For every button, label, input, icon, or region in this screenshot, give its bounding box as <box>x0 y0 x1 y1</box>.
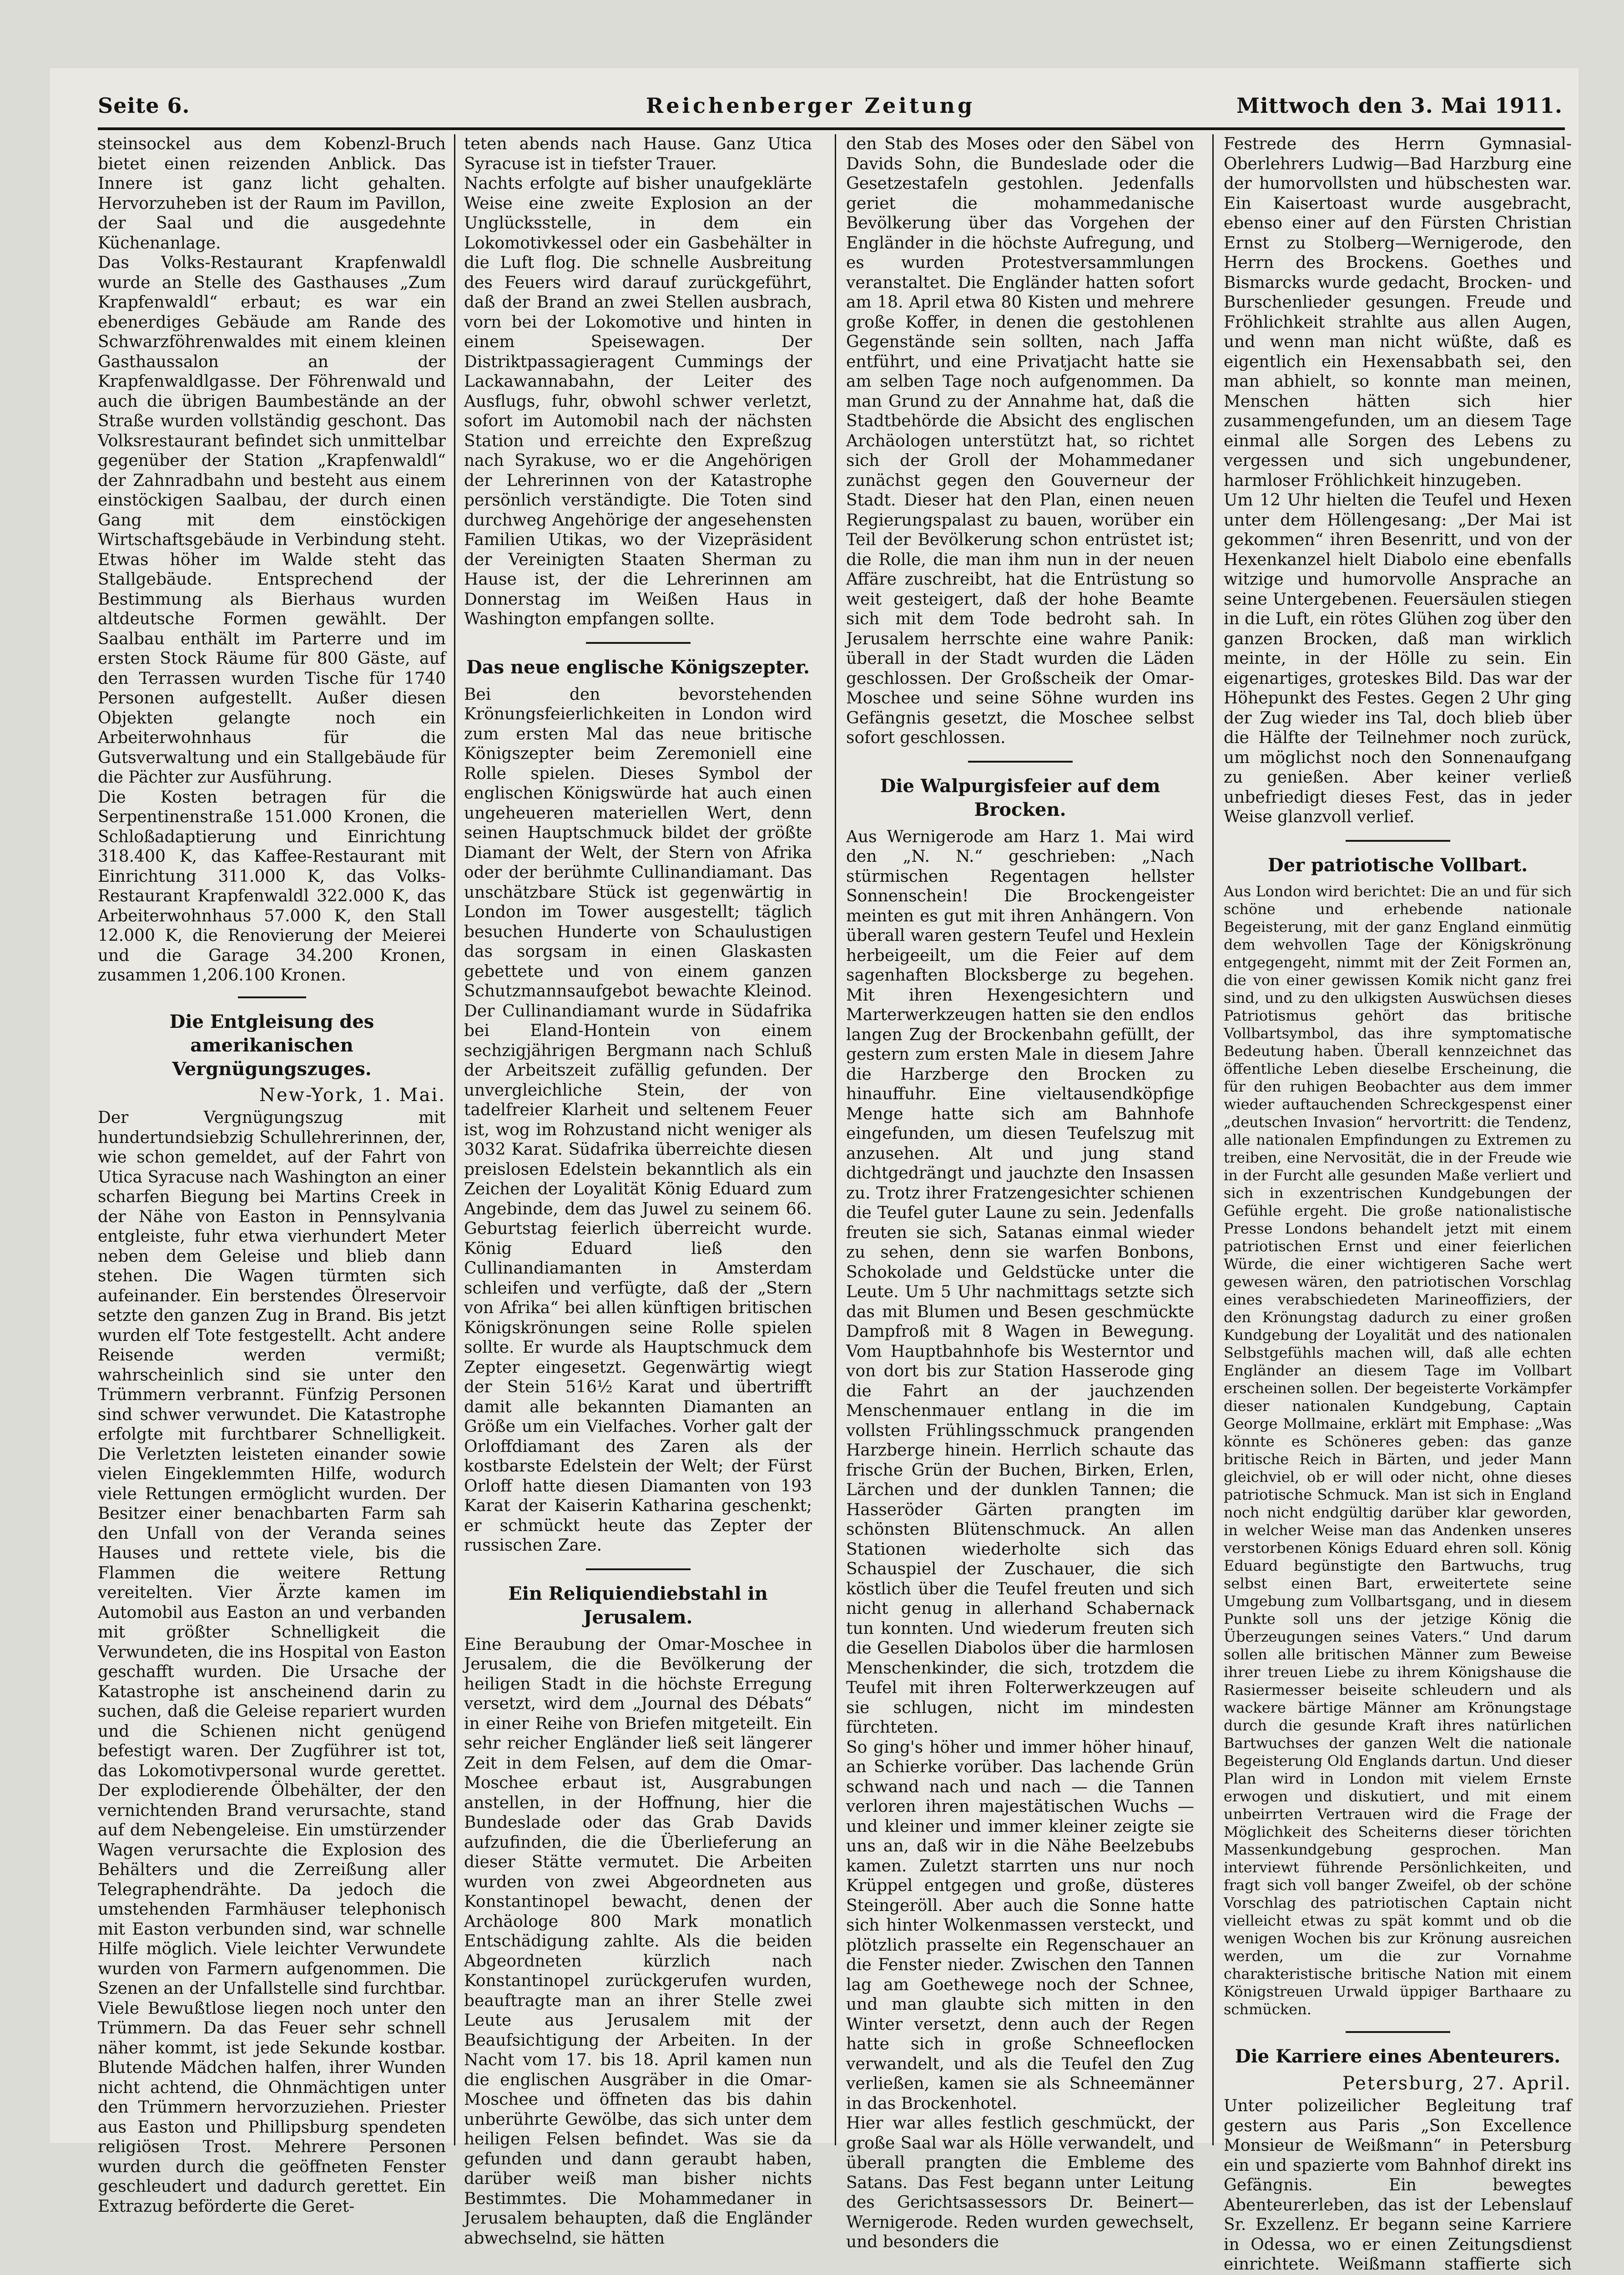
article-paragraph: Das Volks-Restaurant Krapfenwaldl wurde an Stelle des Gasthauses „Zum Krapfenwaldl“ erbaut; es war ein ebenerdiges Gebäude am Rande des Schwarzföhrenwaldes mit einem kleinen Gasthaussalon an der Krapfenwaldlgasse. Der Föhrenwald und auch die übrigen Baumbestände an der Straße wurden vollständig geschont. Das Volksrestaurant befindet sich unmittelbar gegenüber der Station „Krapfenwaldl“ der Zahnradbahn und besteht aus einem einstöckigen Saalbau, der durch einen Gang mit dem einstöckigen Wirtschaftsgebäude in Verbindung steht. Etwas höher im Walde steht das Stallgebäude. Entsprechend der Bestimmung als Bierhaus wurden altdeutsche Formen gewählt. Der Saalbau enthält im Parterre und im ersten Stock Räume für 800 Gäste, auf den Terrassen wurden Tische für 1740 Personen aufgestellt. Außer diesen Objekten gelangte noch ein Arbeiterwohnhaus für die Gutsverwaltung und ein Stallgebäude für die Pächter zur Ausführung. <box>98 253 446 787</box>
article-paragraph: Hier war alles festlich geschmückt, der große Saal war als Hölle verwandelt, und überall prangten die Embleme des Satans. Das Fest begann unter Leitung des Gerichtsassessors Dr. Beinert—Wernigerode. Reden wurden gewechselt, und besonders die <box>846 2114 1194 2251</box>
separator <box>586 642 691 644</box>
column-1 <box>98 134 446 2216</box>
article-paragraph: So ging's höher und immer höher hinauf, an Schierke vorüber. Das lachende Grün schwand nach und nach — die Tannen verloren ihren majestätischen Wuchs — und kleiner und immer kleiner zeigte sie uns an, daß wir in die Nähe Beelzebubs kamen. Zuletzt starrten uns nur noch Krüppel entgegen und große, düsteres Steingeröll. Aber auch die Sonne hatte sich hinter Wolkenmassen versteckt, und plötzlich prasselte ein Regenschauer an die Fenster nieder. Zwischen den Tannen lag am Goethewege noch der Schnee, und man glaubte sich mitten in den Winter versetzt, denn auch der Regen hatte sich in große Schneeflocken verwandelt, und als die Teufel den Zug verließen, kamen sie als Schneemänner in das Brockenhotel. <box>846 1738 1194 2113</box>
article-paragraph: Festrede des Herrn Gymnasial-Oberlehrers Ludwig—Bad Harzburg eine der humorvollsten und hübschesten war. Ein Kaisertoast wurde ausgebracht, ebenso einer auf den Fürsten Christian Ernst zu Stolberg—Wernigerode, den Herrn des Brockens. Goethes und Bismarcks wurde gedacht, Brocken- und Burschenlieder gesungen. Freude und Fröhlichkeit strahlte aus allen Augen, und wenn man nicht wüßte, daß es eigentlich ein Hexensabbath sei, den man abhielt, so konnte man meinen, Menschen hätten sich hier zusammengefunden, um an diesem Tage einmal alle Sorgen des Lebens zu vergessen und sich ungebundener, harmloser Fröhlichkeit hinzugeben. <box>1224 135 1572 490</box>
page-number: Seite 6. <box>98 93 190 118</box>
separator <box>1346 840 1450 842</box>
column-4 <box>1224 134 1572 2274</box>
dateline: Petersburg, 27. April. <box>1342 2073 1572 2094</box>
headline-relic-theft: Ein Reliquiendiebstahl in Jerusalem. <box>508 1582 768 1628</box>
article-paragraph: Eine Beraubung der Omar-Moschee in Jerusalem, die die Bevölkerung der heiligen Stadt in die höchste Erregung versetzt, wird dem „Journal des Débats“ in einer Reihe von Briefen mitgeteilt. Ein sehr reicher Engländer ließ seit längerer Zeit in dem Felsen, auf dem die Omar-Moschee erbaut ist, Ausgrabungen anstellen, in der Hoffnung, hier die Bundeslade oder das Grab Davids aufzufinden, die die Überlieferung an dieser Stätte vermutet. Die Arbeiten wurden von zwei Abgeordneten aus Konstantinopel bewacht, denen der Archäologe 800 Mark monatlich Entschädigung zahlte. Als die beiden Abgeordneten kürzlich nach Konstantinopel zurückgerufen wurden, beauftragte man an ihrer Stelle zwei Leute aus Jerusalem mit der Beaufsichtigung der Arbeiten. In der Nacht vom 17. bis 18. April kamen nun die englischen Ausgräber in die Omar-Moschee und öffneten das bis dahin unberührte Gewölbe, das sich unter dem heiligen Felsen befindet. Was sie da gefunden und dann geraubt haben, darüber weiß man bisher nichts Bestimmtes. Die Mohammedaner in Jerusalem behaupten, daß die Engländer abwechselnd, sie hätten <box>464 1635 812 2248</box>
separator <box>1346 2031 1450 2033</box>
separator <box>238 996 306 998</box>
article-paragraph: Unter polizeilicher Begleitung traf gestern aus Paris „Son Excellence Monsieur de Weißmann“ in Petersburg ein und spazierte vom Bahnhof direkt ins Gefängnis. Ein bewegtes Abenteurerleben, das ist der Lebenslauf Sr. Exzellenz. Er begann seine Karriere in Odessa, wo er einen Zeitungsdienst einrichtete. Weißmann staffierte sich <box>1224 2097 1572 2274</box>
column-divider <box>454 134 455 2145</box>
article-paragraph: den Stab des Moses oder den Säbel von Davids Sohn, die Bundeslade oder die Gesetzestafeln gestohlen. Jedenfalls geriet die mohammedanische Bevölkerung über das Vorgehen der Engländer in die höchste Aufregung, und es wurden Protestversammlungen veranstaltet. Die Engländer hatten sofort am 18. April etwa 80 Kisten und mehrere große Koffer, in denen die gestohlenen Gegenstände sein sollten, nach Jaffa entführt, und eine Privatjacht hatte sie am selben Tage noch aufgenommen. Da man Grund zu der Annahme hat, daß die Stadtbehörde die Absicht des englischen Archäologen unterstützt hat, so richtet sich der Groll der Mohammedaner zunächst gegen den Gouverneur der Stadt. Dieser hat den Plan, einen neuen Regierungspalast zu bauen, worüber ein Teil der Bevölkerung schon entrüstet ist; die Rolle, die man ihm nun in der neuen Affäre zuschreibt, hat die Entrüstung so weit gesteigert, daß der hohe Beamte sich mit dem Tode bedroht sah. In Jerusalem herrschte eine wahre Panik: überall in der Stadt wurden die Läden geschlossen. Der Großscheik der Omar-Moschee und seine Söhne wurden ins Gefängnis gesetzt, die Moschee selbst sofort geschlossen. <box>846 135 1194 747</box>
column-3 <box>846 134 1194 2251</box>
article-paragraph: Aus London wird berichtet: Die an und für sich schöne und erhebende nationale Begeisterung, mit der ganz England einmütig dem wehvollen Tage der Königskrönung entgegengeht, nimmt mit der Zeit Formen an, die von einer gewissen Komik nicht ganz frei sind, und zu den ulkigsten Auswüchsen dieses Patriotismus gehört das britische Vollbartsymbol, das ihre symptomatische Bedeutung haben. Überall kennzeichnet das öffentliche Leben dieselbe Erscheinung, die für den ruhigen Beobachter aus dem immer wieder auftauchenden Schreckgespenst einer „deutschen Invasion“ hervortritt: die Tendenz, alle nationalen Empfindungen zu Extremen zu treiben, eine Nervosität, die in der Freude wie in der Furcht alle gesunden Maße verliert und sich in exzentrischen Kundgebungen der Gefühle ergeht. Die große nationalistische Presse Londons behandelt jetzt mit einem patriotischen Ernst und einer feierlichen Würde, die einer wichtigeren Sache wert gewesen wären, den patriotischen Vorschlag eines verabschiedeten Marineoffiziers, der den Krönungstag dadurch zu einer großen Kundgebung der Loyalität und des nationalen Selbstgefühls machen will, daß alle echten Engländer an diesem Tage im Vollbart erscheinen sollen. Der begeisterte Vorkämpfer dieser nationalen Kundgebung, Captain George Mollmaine, erklärt mit Emphase: „Was könnte es Schöneres geben: das ganze britische Reich in Bärten, und jeder Mann gleichviel, ob er will oder nicht, ohne dieses patriotische Schmuck. Man ist sich in England noch nicht endgültig darüber klar geworden, in welcher Weise man das Andenken unseres verstorbenen Königs Eduard ehren soll. König Eduard begünstigte den Bartwuchs, trug selbst einen Bart, erweitertete seine Umgebung zum Vollbartsgang, und in diesem Punkte soll uns der jetzige König die Überzeugungen seines Vaters.“ Und darum sollen alle britischen Männer zum Beweise ihrer treuen Liebe zu ihrem Königshause die Rasiermesser beiseite schleudern und als wackere bärtige Männer am Krönungstage durch die gesunde Kraft ihres natürlichen Bartwuchses der ganzen Welt die nationale Begeisterung Old Englands dartun. Und dieser Plan wird in London mit vielem Ernste erwogen und diskutiert, und mit einem unbeirrten Vertrauen wird die Frage der Möglichkeit des Scheiterns dieser törichten Massenkundgebung gesprochen. Man interviewt führende Persönlichkeiten, und fragt sich voll banger Zweifel, ob der schöne Vorschlag des patriotischen Captain nicht vielleicht etwas zu spät kommt und ob die wenigen Wochen bis zur Krönung ausreichen werden, um die zur Vornahme charakteristische britische Nation mit einem Königstreuen Urwald üppiger Barthaare zu schmücken. <box>1224 882 1572 2018</box>
separator <box>586 1568 691 1570</box>
column-divider <box>1212 134 1214 2145</box>
column-2 <box>464 134 812 2248</box>
article-paragraph: steinsockel aus dem Kobenzl-Bruch bietet einen reizenden Anblick. Das Innere ist ganz licht gehalten. Hervorzuheben ist der Raum im Pavillon, der Saal und die ausgedehnte Küchenanlage. <box>98 135 446 253</box>
article-paragraph: Bei den bevorstehenden Krönungsfeierlichkeiten in London wird zum ersten Mal das neue britische Königszepter beim Zeremoniell eine Rolle spielen. Dieses Symbol der englischen Königswürde hat auch einen ungeheueren materiellen Wert, denn seinen Hauptschmuck bildet der größte Diamant der Welt, der Stern von Afrika oder der berühmte Cullinandiamant. Das unschätzbare Stück ist gegenwärtig in London im Tower ausgestellt; täglich besuchen Hunderte von Schaulustigen das sorgsam in einen Glaskasten gebettete und von einem ganzen Schutzmannsaufgebot bewachte Kleinod. Der Cullinandiamant wurde in Südafrika bei Eland-Hontein von einem sechzigjährigen Bergmann nach Schluß der Arbeitszeit zufällig gefunden. Der unvergleichliche Stein, der von tadelfreier Klarheit und seltenem Feuer ist, wog im Rohzustand nicht weniger als 3032 Karat. Südafrika überreichte diesen preislosen Edelstein bekanntlich als ein Zeichen der Loyalität König Eduard zum Angebinde, dem das Juwel zu seinem 66. Geburtstag feierlich überreicht wurde. König Eduard ließ den Cullinandiamanten in Amsterdam schleifen und verfügte, daß der „Stern von Afrika“ bei allen künftigen britischen Königskrönungen seine Rolle spielen sollte. Er wurde als Hauptschmuck dem Zepter eingesetzt. Gegenwärtig wiegt der Stein 516½ Karat und übertrifft damit alle bekannten Diamanten an Größe um ein Vielfaches. Vorher galt der Orloffdiamant des Zaren als der kostbarste Edelstein der Welt; der Fürst Orloff hatte diesen Diamanten von 193 Karat der Kaiserin Katharina geschenkt; er schmückt heute das Zepter der russischen Zare. <box>464 685 812 1555</box>
headline-scepter: Das neue englische Königszepter. <box>466 656 810 678</box>
issue-date: Mittwoch den 3. Mai 1911. <box>1236 93 1563 118</box>
article-paragraph: Die Kosten betragen für die Serpentinenstraße 151.000 Kronen, die Schloßadaptierung und Einrichtung 318.400 K, das Kaffee-Restaurant mit Einrichtung 311.000 K, das Volks-Restaurant Krapfenwaldl 322.000 K, das Arbeiterwohnhaus 57.000 K, den Stall 12.000 K, die Renovierung der Meierei und die Garage 34.200 Kronen, zusammen 1,206.100 Kronen. <box>98 788 446 985</box>
headline-train-derailment: Die Entgleisung des <box>169 1011 374 1032</box>
header-rule <box>98 127 1565 130</box>
masthead-title: Reichenberger Zeitung <box>646 93 975 118</box>
article-paragraph: teten abends nach Hause. Ganz Utica Syracuse ist in tiefster Trauer. <box>464 135 812 173</box>
article-paragraph: Aus Wernigerode am Harz 1. Mai wird den „N. N.“ geschrieben: „Nach stürmischen Regentagen hellster Sonnenschein! Die Brockengeister meinten es gut mit ihren Anhängern. Von überall waren gestern Teufel und Hexlein herbeigeeilt, um die Feier auf dem sagenhaften Blocksberge zu begehen. Mit ihren Hexengesichtern und Marterwerkzeugen hatten sie den endlos langen Zug der Brockenbahn gefüllt, der gestern zum ersten Male in diesem Jahre die Harzberge den Brocken zu hinauffuhr. Eine vieltausendköpfige Menge hatte sich am Bahnhofe eingefunden, um diesen Teufelszug mit anzusehen. Alt und jung stand dichtgedrängt und jauchzte den Insassen zu. Trotz ihrer Fratzengesichter schienen die Teufel guter Laune zu sein. Jedenfalls freuten sie sich, Satanas einmal wieder zu sehen, denn sie warfen Bonbons, Schokolade und Geldstücke unter die Leute. Um 5 Uhr nachmittags setzte sich das mit Blumen und Besen geschmückte Dampfroß mit 8 Wagen in Bewegung. Vom Hauptbahnhofe bis Westerntor und von dort bis zur Station Hasserode ging die Fahrt an der jauchzenden Menschenmauer entlang in die im vollsten Frühlingsschmuck prangenden Harzberge hinein. Herrlich schaute das frische Grün der Buchen, Birken, Erlen, Lärchen und der dunklen Tannen; die Hasseröder Gärten prangten im schönsten Blütenschmuck. An allen Stationen wiederholte sich das Schauspiel der Zuschauer, die sich köstlich über die Teufel freuten und sich nicht genug in allerhand Schabernack tun konnten. Und wiederum freuten sich die Gesellen Diabolos über die harmlosen Menschenkinder, die sich, trotzdem die Teufel mit ihren Folterwerkzeugen auf sie schlugen, nicht im mindesten fürchteten. <box>846 827 1194 1737</box>
headline-beard: Der patriotische Vollbart. <box>1267 854 1528 876</box>
article-paragraph: Um 12 Uhr hielten die Teufel und Hexen unter dem Höllengesang: „Der Mai ist gekommen“ ihren Besenritt, und von der Hexenkanzel hielt Diabolo eine ebenfalls witzige und humorvolle Ansprache an seine Untergebenen. Feuersäulen stiegen in die Luft, ein rötes Glühen zog über den ganzen Brocken, daß man wirklich meinte, in der Hölle zu sein. Ein eigenartiges, groteskes Bild. Das war der Höhepunkt des Festes. Gegen 2 Uhr ging der Zug wieder ins Tal, doch blieb über die Hälfte der Teilnehmer noch zurück, um möglichst noch den Sonnenaufgang zu genießen. Aber keiner verließ unbefriedigt dieses Fest, das in jeder Weise glanzvoll verlief. <box>1224 491 1572 826</box>
headline-adventurer: Die Karriere eines Abenteurers. <box>1235 2045 1561 2067</box>
headline-walpurgis: Die Walpurgisfeier auf dem Brocken. <box>880 775 1160 820</box>
column-divider <box>835 134 836 2145</box>
headline-train-derailment-sub: amerikanischen Vergnügungszuges. <box>172 1034 372 1080</box>
article-paragraph: Nachts erfolgte auf bisher unaufgeklärte Weise eine zweite Explosion an der Unglücksstelle, in dem ein Lokomotivkessel oder ein Gasbehälter in die Luft flog. Die schnelle Ausbreitung des Feuers wird darauf zurückgeführt, daß der Brand an zwei Stellen ausbrach, vorn bei der Lokomotive und hinten in einem Speisewagen. Der Distriktpassagieragent Cummings der Lackawannabahn, der Leiter des Ausflugs, fuhr, obwohl schwer verletzt, sofort im Automobil nach der nächsten Station und erreichte den Expreßzug nach Syrakuse, wo er die Angehörigen der Lehrerinnen von der Katastrophe persönlich verständigte. Die Toten sind durchweg Angehörige der angesehensten Familien Utikas, wo der Vizepräsident der Vereinigten Staaten Sherman zu Hause ist, der die Lehrerinnen am Donnerstag im Weißen Haus in Washington empfangen sollte. <box>464 174 812 628</box>
dateline: New-York, 1. Mai. <box>259 1084 446 1106</box>
separator <box>968 761 1073 763</box>
article-paragraph: Der Vergnügungszug mit hundertundsiebzig Schullehrerinnen, der, wie schon gemeldet, auf der Fahrt von Utica Syracuse nach Washington an einer scharfen Biegung bei Martins Creek in der Nähe von Easton in Pennsylvania entgleiste, fuhr etwa vierhundert Meter neben dem Geleise und blieb dann stehen. Die Wagen türmten sich aufeinander. Ein berstendes Ölreservoir setzte den ganzen Zug in Brand. Bis jetzt wurden elf Tote festgestellt. Acht andere Reisende werden vermißt; wahrscheinlich sind sie unter den Trümmern verbrannt. Fünfzig Personen sind schwer verwundet. Die Katastrophe erfolgte mit furchtbarer Schnelligkeit. Die Verletzten leisteten einander sowie vielen Eingeklemmten Hilfe, wodurch viele Rettungen ermöglicht wurden. Der Besitzer einer benachbarten Farm sah den Unfall von der Veranda seines Hauses und rettete viele, bis die Flammen die weitere Rettung vereitelten. Vier Ärzte kamen im Automobil aus Easton an und verbanden mit größter Schnelligkeit die Verwundeten, die ins Hospital von Easton geschafft wurden. Die Ursache der Katastrophe ist anscheinend darin zu suchen, daß die Geleise repariert wurden und die Schienen nicht genügend befestigt waren. Der Zugführer ist tot, das Lokomotivpersonal wurde gerettet. Der explodierende Ölbehälter, der den vernichtenden Brand verursachte, stand auf dem Nebengeleise. Ein umstürzender Wagen verursachte die Explosion des Behälters und die Zerreißung aller Telegraphendrähte. Da jedoch die umstehenden Farmhäuser telephonisch mit Easton verbunden sind, war schnelle Hilfe möglich. Viele leichter Verwundete wurden von Farmern aufgenommen. Die Szenen an der Unfallstelle sind furchtbar. Viele Bewußtlose liegen noch unter den Trümmern. Da das Feuer sehr schnell näher kommt, ist jede Sekunde kostbar. Blutende Mädchen halfen, ihrer Wunden nicht achtend, die Ohnmächtigen unter den Trümmern hervorzuziehen. Priester aus Easton und Phillipsburg spendeten religiösen Trost. Mehrere Personen wurden durch die geöffneten Fenster geschleudert und dadurch gerettet. Ein Extrazug beförderte die Geret- <box>98 1108 446 2216</box>
